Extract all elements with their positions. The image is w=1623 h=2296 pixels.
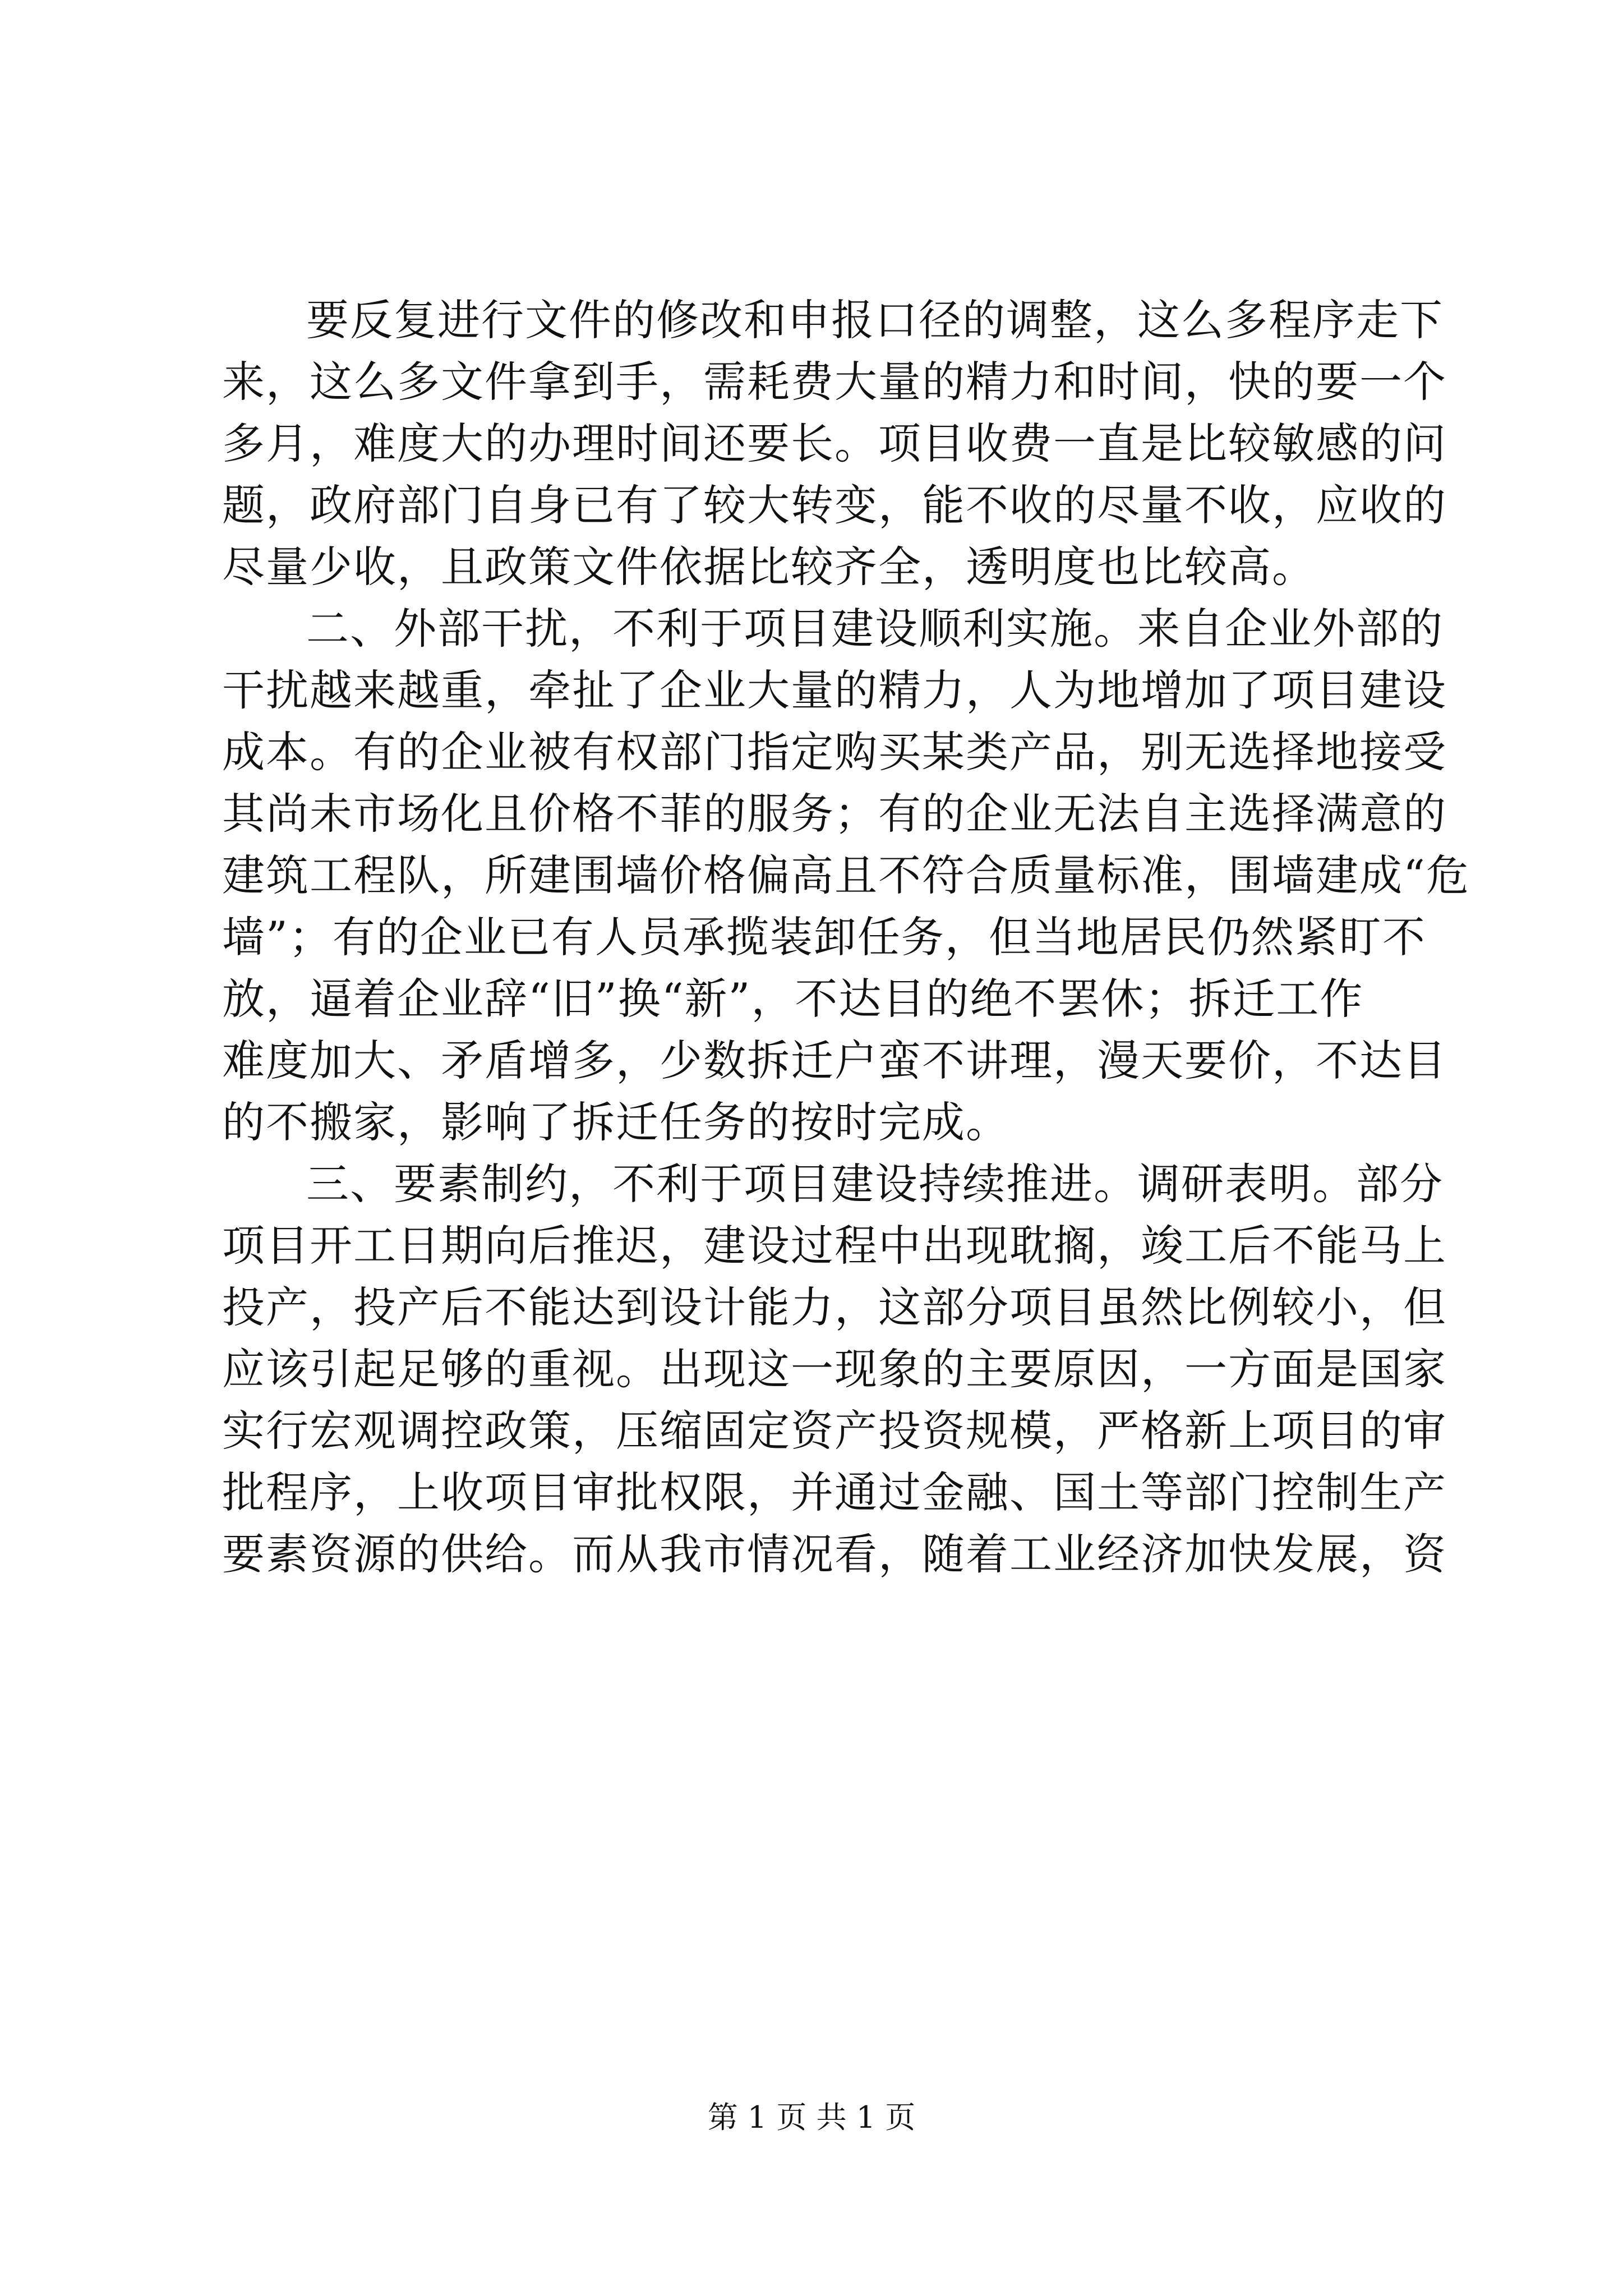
paragraph-line: 的不搬家，影响了拆迁任务的按时完成。 — [222, 1097, 1009, 1147]
paragraph-line: 放，逼着企业辞“旧”换“新”，不达目的绝不罢休；拆迁工作 — [222, 974, 1364, 1024]
paragraph-line: 来，这么多文件拿到手，需耗费大量的精力和时间，快的要一个 — [222, 357, 1447, 407]
paragraph-line: 墙”；有的企业已有人员承揽装卸任务，但当地居民仍然紧盯不 — [222, 912, 1426, 962]
paragraph-line: 其尚未市场化且价格不菲的服务；有的企业无法自主选择满意的 — [222, 789, 1447, 839]
paragraph-line: 干扰越来越重，牵扯了企业大量的精力，人为地增加了项目建设 — [222, 665, 1447, 715]
paragraph-line: 实行宏观调控政策，压缩固定资产投资规模，严格新上项目的审 — [222, 1406, 1447, 1456]
paragraph-line: 尽量少收，且政策文件依据比较齐全，透明度也比较高。 — [222, 542, 1316, 592]
paragraph-line: 要素资源的供给。而从我市情况看，随着工业经济加快发展，资 — [222, 1529, 1447, 1579]
paragraph-line: 难度加大、矛盾增多，少数拆迁户蛮不讲理，漫天要价，不达目 — [222, 1036, 1447, 1085]
paragraph-line: 批程序，上收项目审批权限，并通过金融、国土等部门控制生产 — [222, 1467, 1447, 1517]
paragraph-line: 二、外部干扰，不利于项目建设顺利实施。来自企业外部的 — [306, 604, 1444, 654]
paragraph-line: 题，政府部门自身已有了较大转变，能不收的尽量不收，应收的 — [222, 480, 1447, 530]
paragraph-line: 项目开工日期向后推迟，建设过程中出现耽搁，竣工后不能马上 — [222, 1221, 1447, 1271]
paragraph-line: 成本。有的企业被有权部门指定购买某类产品，别无选择地接受 — [222, 727, 1447, 777]
paragraph-line: 建筑工程队，所建围墙价格偏高且不符合质量标准，围墙建成“危 — [222, 850, 1470, 900]
page-footer: 第 1 页 共 1 页 — [707, 2100, 916, 2135]
paragraph-line: 应该引起足够的重视。出现这一现象的主要原因，一方面是国家 — [222, 1344, 1447, 1394]
paragraph-line: 三、要素制约，不利于项目建设持续推进。调研表明。部分 — [306, 1159, 1444, 1209]
paragraph-line: 多月，难度大的办理时间还要长。项目收费一直是比较敏感的问 — [222, 418, 1447, 468]
paragraph-line: 投产，投产后不能达到设计能力，这部分项目虽然比例较小，但 — [222, 1282, 1447, 1332]
paragraph-line: 要反复进行文件的修改和申报口径的调整，这么多程序走下 — [306, 295, 1444, 345]
